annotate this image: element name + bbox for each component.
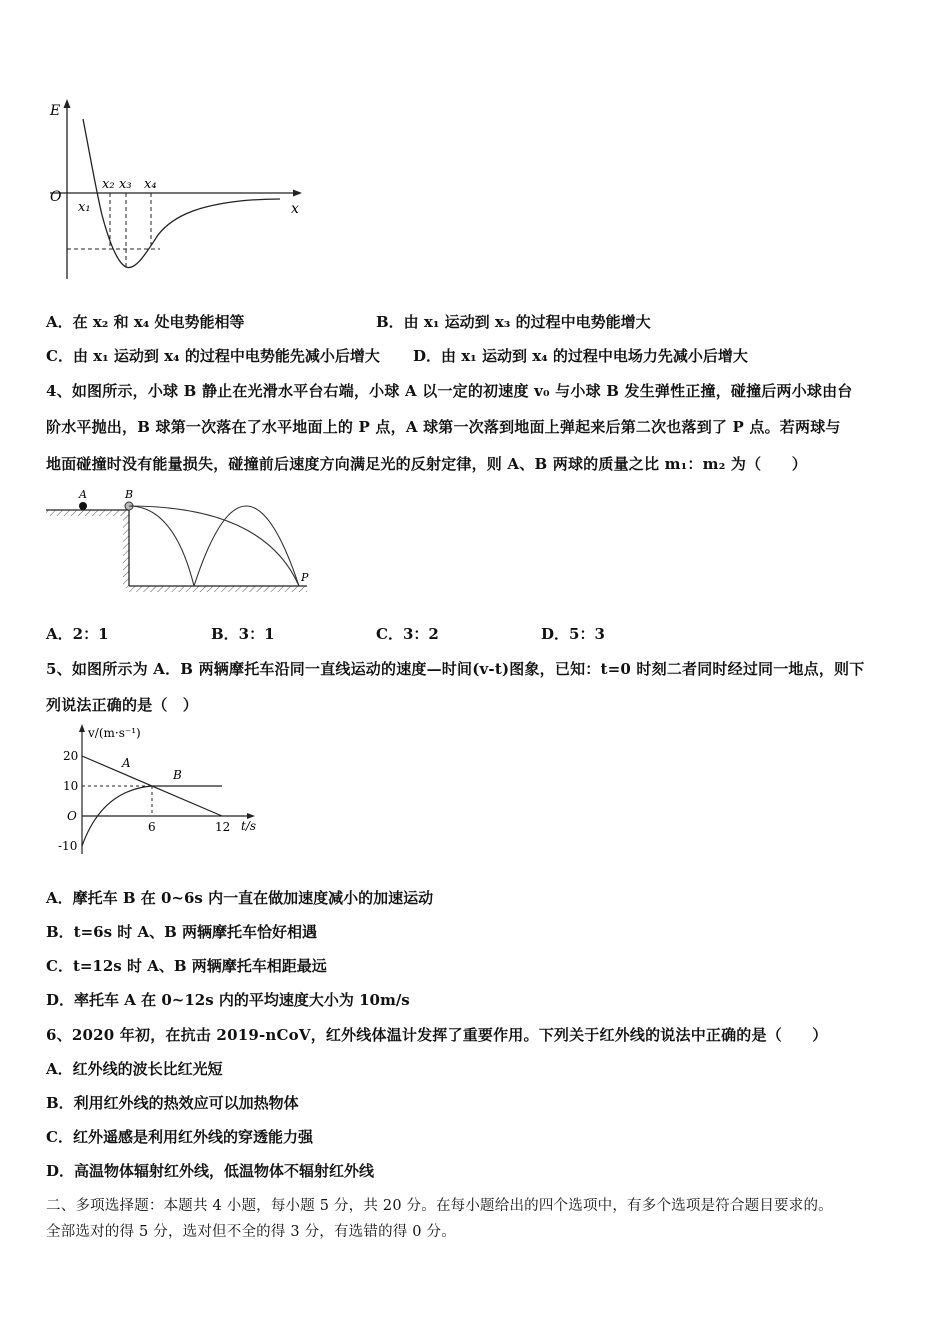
q6-option-c[interactable]: C．红外遥感是利用红外线的穿透能力强: [46, 1128, 313, 1146]
v-axis-arrow: [79, 724, 85, 732]
x1-label: x₁: [78, 200, 91, 215]
v-axis-label: v/(m·s⁻¹): [88, 726, 141, 740]
wall-hatch: [123, 510, 129, 588]
q5-option-d[interactable]: D．率托车 A 在 0~12s 内的平均速度大小为 10m/s: [46, 991, 410, 1009]
label-b: B: [173, 768, 182, 782]
q6-option-b[interactable]: B．利用红外线的热效应可以加热物体: [46, 1094, 299, 1112]
platform-hatch: [46, 510, 128, 516]
e-axis-label: E: [50, 103, 61, 119]
trajectory-a-bounce: [194, 506, 299, 586]
label-b: B: [125, 488, 134, 501]
label-a: A: [122, 756, 131, 770]
t-axis-label: t/s: [241, 819, 257, 833]
q4-stem-line1: 4、如图所示，小球 B 静止在光滑水平台右端，小球 A 以一定的初速度 v₀ 与小球 B 发生弹性正撞，碰撞后两小球由台: [46, 382, 853, 400]
x-axis-label: x: [291, 201, 299, 217]
ground-hatch: [129, 586, 307, 592]
q6-option-a[interactable]: A．红外线的波长比红光短: [46, 1060, 223, 1078]
tick-y20: 20: [63, 749, 79, 763]
tick-y10: 10: [63, 779, 79, 793]
v-t-graph: [52, 720, 267, 858]
tick-x12: 12: [215, 820, 231, 834]
e-x-graph: [40, 95, 315, 290]
trajectory-a-first: [129, 506, 194, 586]
tick-x6: 6: [148, 820, 156, 834]
q4-option-b[interactable]: B．3：1: [211, 625, 275, 643]
q4-option-d[interactable]: D．5：3: [541, 625, 605, 643]
q4-option-a[interactable]: A．2：1: [46, 625, 109, 643]
q6-option-d[interactable]: D．高温物体辐射红外线，低温物体不辐射红外线: [46, 1162, 375, 1180]
section2-heading-line2: 全部选对的得 5 分，选对但不全的得 3 分，有选错的得 0 分。: [46, 1224, 456, 1240]
section2-heading-line1: 二、多项选择题：本题共 4 小题，每小题 5 分，共 20 分。在每小题给出的四个选项中，有多个选项是符合题目要求的。: [46, 1198, 833, 1214]
trajectory-b: [129, 506, 299, 586]
x4-label: x₄: [144, 177, 157, 192]
q3-option-d[interactable]: D．由 x₁ 运动到 x₄ 的过程中电场力先减小后增大: [413, 347, 748, 365]
x2-label: x₂: [102, 177, 115, 192]
ball-a: [79, 502, 87, 510]
origin-label: O: [67, 809, 77, 823]
origin-label: O: [50, 189, 62, 205]
q5-option-b[interactable]: B．t=6s 时 A、B 两辆摩托车恰好相遇: [46, 923, 318, 941]
label-a: A: [79, 488, 87, 501]
q5-stem-line2: 列说法正确的是（ ）: [46, 696, 199, 714]
q6-stem: 6、2020 年初，在抗击 2019-nCoV，红外线体温计发挥了重要作用。下列关于红外线的说法中正确的是（ ）: [46, 1026, 828, 1044]
tick-yneg10: -10: [58, 839, 78, 853]
q5-stem-line1: 5、如图所示为 A．B 两辆摩托车沿同一直线运动的速度—时间(v-t)图象，已知：t=0 时刻二者同时经过同一地点，则下: [46, 660, 865, 678]
q3-option-c[interactable]: C．由 x₁ 运动到 x₄ 的过程中电势能先减小后增大: [46, 347, 380, 365]
label-p: P: [301, 571, 309, 584]
q4-stem-line2: 阶水平抛出，B 球第一次落在了水平地面上的 P 点，A 球第一次落到地面上弹起来后第二次也落到了 P 点。若两球与: [46, 418, 841, 436]
q5-option-c[interactable]: C．t=12s 时 A、B 两辆摩托车相距最远: [46, 957, 327, 975]
e-axis-arrow: [64, 99, 71, 108]
x3-label: x₃: [119, 177, 132, 192]
collision-diagram: [44, 486, 316, 598]
q5-option-a[interactable]: A．摩托车 B 在 0~6s 内一直在做加速度减小的加速运动: [46, 889, 434, 907]
x-axis-arrow: [293, 190, 302, 197]
q3-option-a[interactable]: A．在 x₂ 和 x₄ 处电势能相等: [46, 313, 245, 331]
q4-stem-line3: 地面碰撞时没有能量损失，碰撞前后速度方向满足光的反射定律，则 A、B 两球的质量之比 m₁：m₂ 为（ ）: [46, 455, 807, 473]
q4-option-c[interactable]: C．3：2: [376, 625, 439, 643]
q3-option-b[interactable]: B．由 x₁ 运动到 x₃ 的过程中电势能增大: [376, 313, 651, 331]
